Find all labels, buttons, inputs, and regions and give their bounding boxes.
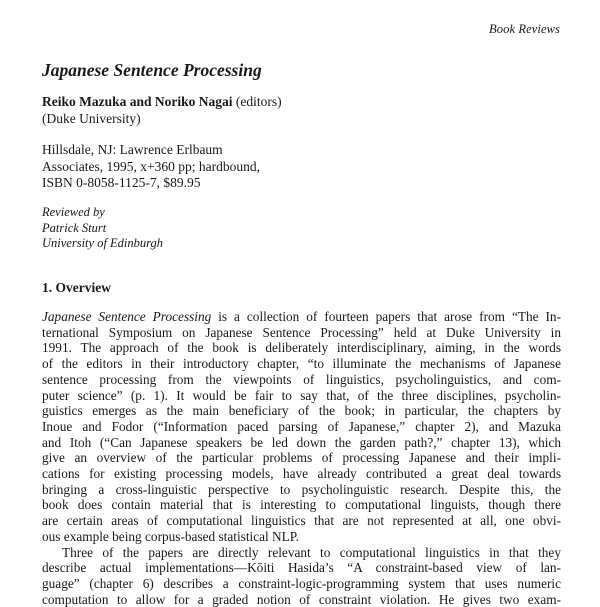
paragraph-1-line-rest: is a collection of fourteen papers that arose from “The In- bbox=[211, 309, 562, 324]
paragraph-1-line: Inoue and Fodor (“Information paced parsing of Japanese,” chapter 2), and Mazuka bbox=[42, 418, 561, 434]
editors-affiliation: (Duke University) bbox=[42, 111, 141, 126]
paragraph-1-line: guistics emerges as the main beneficiary of the book; in particular, the chapters by bbox=[42, 403, 561, 419]
paragraph-1-line: give an overview of the particular problems of processing Japanese and their impli- bbox=[42, 450, 561, 466]
paragraph-1-line: bringing a cross-linguistic perspective to psycholinguistic research. Despite this, the bbox=[42, 481, 561, 497]
reviewer-name: Patrick Sturt bbox=[42, 220, 107, 235]
paragraph-2-line: Three of the papers are directly relevant to computational linguistics in that they bbox=[62, 544, 561, 560]
paragraph-1-line: ous example being corpus-based statistical NLP. bbox=[42, 528, 300, 544]
review-body bbox=[42, 309, 561, 607]
paragraph-1-line: ternational Symposium on Japanese Sentence Processing” held at Duke University in bbox=[42, 324, 561, 340]
paragraph-1-line: of the editors in their introductory chapter, “to illuminate the mechanisms of Japanese bbox=[42, 356, 561, 372]
isbn-price-line: ISBN 0-8058-1125-7, $89.95 bbox=[42, 175, 201, 190]
book-title-inline: Japanese Sentence Processing bbox=[42, 309, 212, 324]
paragraph-1-line: are certain areas of computational linguistics that are not represented at all, one obvi- bbox=[42, 513, 561, 529]
paragraph-1-line: book does contain material that is interesting to computational linguists, though there bbox=[42, 497, 561, 513]
paragraph-1-line bbox=[42, 309, 561, 325]
paragraph-2-line: guage” (chapter 6) describes a constraint-logic-programming system that uses numeric bbox=[42, 575, 561, 591]
paragraph-1-line: puter science” (p. 1). It would be fair to say that, of the three disciplines, psycholin- bbox=[42, 387, 561, 403]
publisher-line: Hillsdale, NJ: Lawrence Erlbaum bbox=[42, 142, 223, 157]
editors-line bbox=[42, 93, 282, 110]
reviewer-block bbox=[42, 205, 163, 252]
publication-info bbox=[42, 142, 260, 192]
format-line: Associates, 1995, x+360 pp; hardbound, bbox=[42, 158, 260, 174]
paragraph-1-line: 1991. The approach of the book is deliberately interdisciplinary, aiming, in the words bbox=[42, 340, 561, 356]
paragraph-1-line: and Itoh (“Can Japanese speakers be led down the garden path?,” chapter 13), which bbox=[42, 434, 561, 450]
paragraph-1-line: sentence processing from the viewpoints of linguistics, psycholinguistics, and com- bbox=[42, 371, 561, 387]
editors-role: (editors) bbox=[235, 94, 282, 109]
paragraph-1-line: cations for existing processing models, have already contributed a great deal towards bbox=[42, 466, 561, 482]
running-head: Book Reviews bbox=[489, 22, 560, 36]
book-editors-block bbox=[42, 93, 282, 127]
reviewer-affiliation: University of Edinburgh bbox=[42, 236, 164, 250]
reviewed-by-label: Reviewed by bbox=[42, 205, 105, 219]
paragraph-2-line: computation to allow for a graded notion of constraint violation. He gives two exam- bbox=[42, 591, 561, 607]
editors-names: Reiko Mazuka and Noriko Nagai bbox=[42, 94, 233, 109]
section-heading-overview: 1. Overview bbox=[42, 280, 111, 295]
book-title: Japanese Sentence Processing bbox=[42, 60, 262, 80]
paragraph-2-line: describe actual implementations—Kōiti Hasida’s “A constraint-based view of lan- bbox=[42, 560, 561, 576]
